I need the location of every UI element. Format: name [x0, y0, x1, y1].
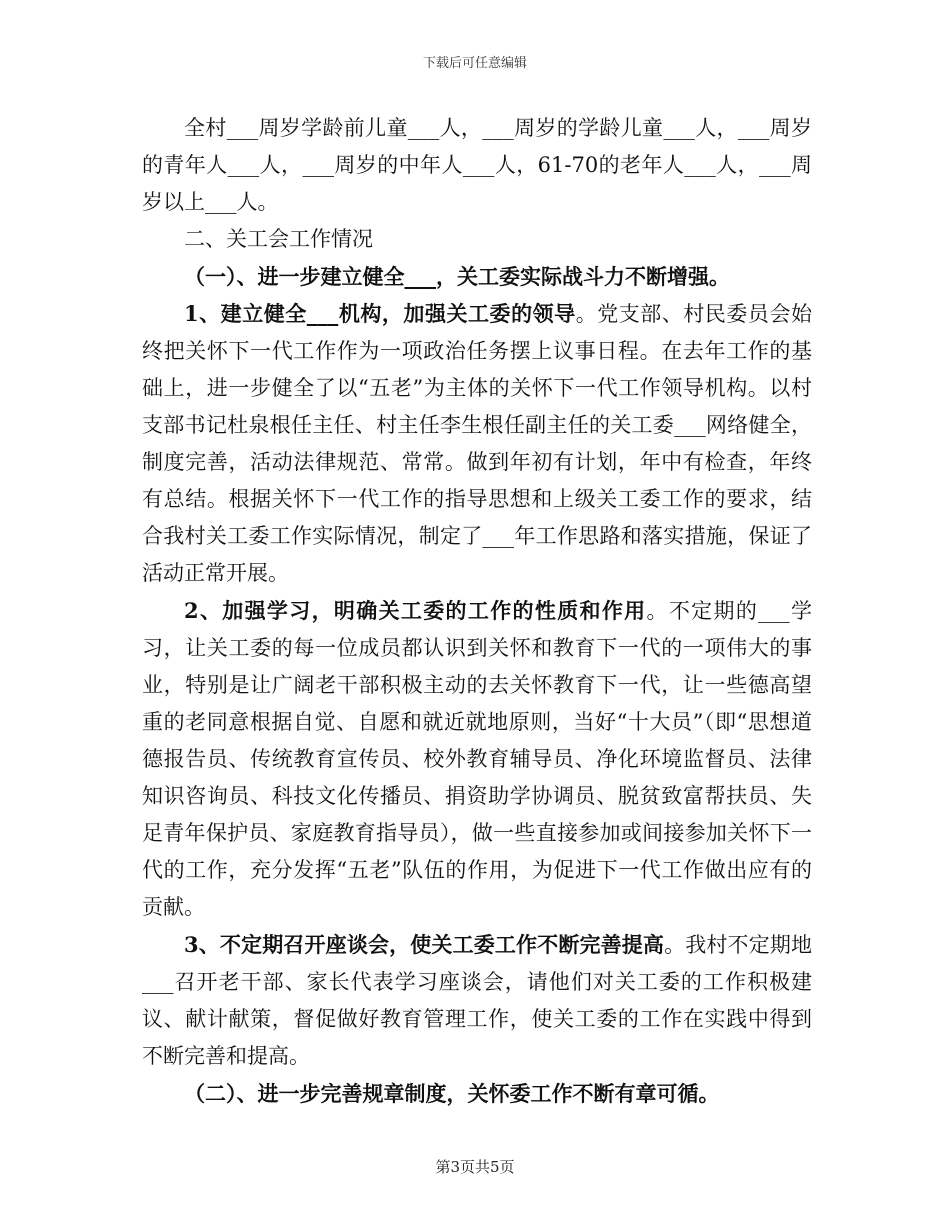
page-number: 第3页共5页 — [435, 1158, 515, 1176]
document-body — [142, 110, 812, 1112]
item-body-1: 。党支部、村民委员会始终把关怀下一代工作作为一项政治任务摆上议事日程。在去年工作的基础上，进一步健全了以“五老”为主体的关怀下一代工作领导机构。以村支部书记杜泉根任主任、村主任李生根任副主任的关工委___网络健全，制度完善，活动法律规范、常常。做到年初有计划，年中有检查，年终有总结。根据关怀下一代工作的指导思想和上级关工委工作的要求，结合我村关工委工作实际情况，制定了___年工作思路和落实措施，保证了活动正常开展。 — [142, 302, 812, 585]
item-title-1: 1、建立健全___机构，加强关工委的领导 — [184, 301, 576, 326]
population-paragraph: 全村___周岁学龄前儿童___人，___周岁的学龄儿童___人，___周岁的青年人___人，___周岁的中年人___人，61-70的老年人___人，___周岁以上___人。 — [142, 116, 812, 214]
item-body-3: 。我村不定期地___召开老干部、家长代表学习座谈会，请他们对关工委的工作积极建议、献计献策，督促做好教育管理工作，使关工委的工作在实践中得到不断完善和提高。 — [142, 933, 812, 1068]
item-title-3: 3、不定期召开座谈会，使关工委工作不断完善提高 — [184, 932, 665, 957]
item-body-2: 。不定期的___学习，让关工委的每一位成员都认识到关怀和教育下一代的一项伟大的事业，特别是让广阔老干部积极主动的去关怀教育下一代，让一些德高望重的老同意根据自觉、自愿和就近就地原则，当好“十大员”（即“思想道德报告员、传统教育宣传员、校外教育辅导员、净化环境监督员、法律知识咨询员、科技文化传播员、捐资助学协调员、脱贫致富帮扶员、失足青年保护员、家庭教育指导员），做一些直接参加或间接参加关怀下一代的工作，充分发挥“五老”队伍的作用，为促进下一代工作做出应有的贡献。 — [142, 599, 812, 919]
item-title-2: 2、加强学习，明确关工委的工作的性质和作用 — [184, 598, 647, 623]
subsection-heading-1: （一）、进一步建立健全___，关工委实际战斗力不断增强。 — [184, 264, 730, 289]
item-paragraph-3 — [142, 926, 812, 1075]
subsection-heading-2: （二）、进一步完善规章制度，关怀委工作不断有章可循。 — [184, 1081, 720, 1106]
item-paragraph-2 — [142, 592, 812, 926]
section-heading: 二、关工会工作情况 — [184, 227, 373, 251]
page-header: 下载后可任意编辑 — [422, 56, 527, 71]
item-paragraph-1 — [142, 295, 812, 592]
